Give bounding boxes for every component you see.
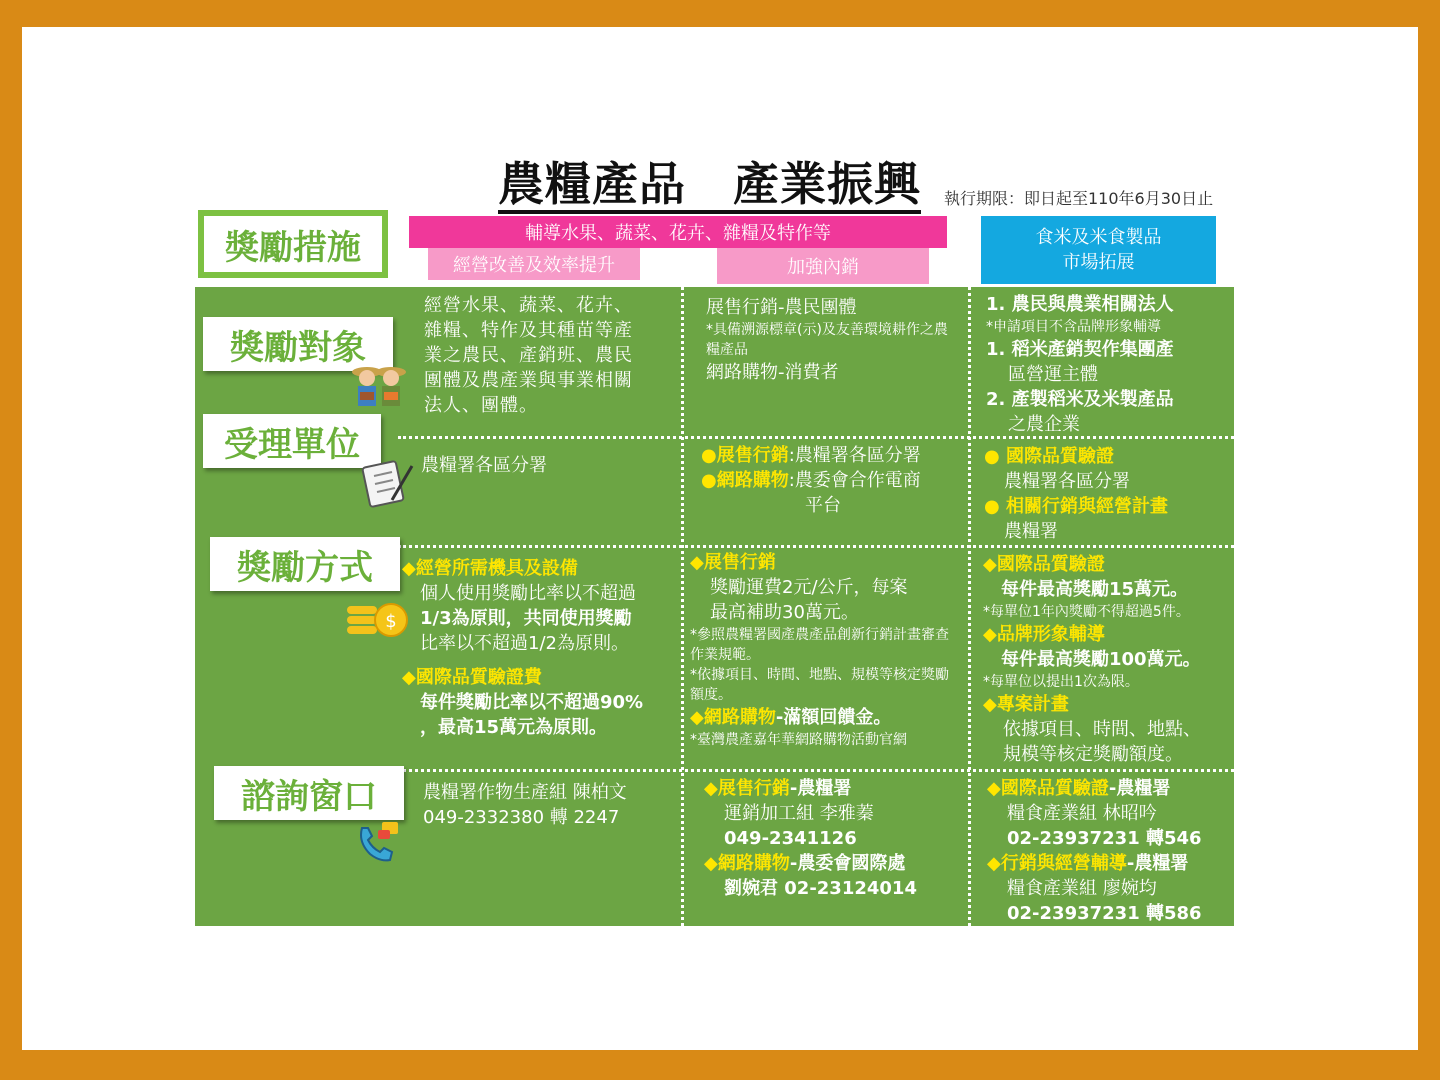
coins-icon xyxy=(347,600,409,644)
text-line: 糧食產業組 林昭吟 xyxy=(1007,803,1157,824)
text-line: 運銷加工組 李雅蓁 xyxy=(724,803,874,824)
text-line xyxy=(704,776,962,801)
text-line xyxy=(987,851,1231,876)
row-label-contact: 諮詢窗口 xyxy=(214,766,404,820)
text-line: 糧食產業組 廖婉均 xyxy=(1007,878,1157,899)
svg-text:$: $ xyxy=(385,611,397,632)
unit-key: ● 國際品質驗證 xyxy=(984,446,1114,467)
text-line: 網路購物-消費者 xyxy=(706,362,839,383)
note: *申請項目不含品牌形象輔導 xyxy=(986,319,1161,335)
method-key: ◆經營所需機具及設備 xyxy=(402,558,578,579)
header-pink-main: 輔導水果、蔬菜、花卉、雜糧及特作等 xyxy=(409,216,947,248)
text-line: 02-23937231 轉586 xyxy=(1007,903,1202,924)
contact-value: -農委會國際處 xyxy=(789,853,906,874)
contact-col1 xyxy=(423,780,675,830)
row-label-method: 獎勵方式 xyxy=(210,537,400,591)
note: *每單位1年內獎勵不得超過5件。 xyxy=(983,604,1190,620)
text-line: 之農企業 xyxy=(1008,414,1080,435)
note: *參照農糧署國產農產品創新行銷計畫審查作業規範。 xyxy=(690,627,949,663)
target-col2 xyxy=(706,295,958,385)
note: *臺灣農產嘉年華網路購物活動官網 xyxy=(690,732,907,748)
text-line: 規模等核定獎勵額度。 xyxy=(1003,744,1183,765)
method-col1 xyxy=(402,556,678,740)
unit-value: 農糧署各區分署 xyxy=(1004,471,1130,492)
method-value: -滿額回饋金。 xyxy=(775,707,892,728)
method-key: ◆展售行銷 xyxy=(690,552,776,573)
clipboard-icon xyxy=(362,456,414,512)
contact-key: ◆網路購物 xyxy=(704,853,790,874)
text-line xyxy=(690,705,962,730)
page-title: 農糧產品 產業振興 xyxy=(498,158,921,214)
method-key: ◆網路購物 xyxy=(690,707,776,728)
header-pink-sub2: 加強內銷 xyxy=(717,248,929,284)
unit-key: ●網路購物 xyxy=(701,470,789,491)
unit-value: :農委會合作電商 xyxy=(788,470,921,491)
unit-value: 農糧署 xyxy=(1004,521,1058,542)
header-blue-line1: 食米及米食製品 xyxy=(1035,227,1162,248)
method-key: ◆專案計畫 xyxy=(983,694,1069,715)
unit-key: ● 相關行銷與經營計畫 xyxy=(984,496,1168,517)
text-line: 展售行銷-農民團體 xyxy=(706,297,857,318)
text-line xyxy=(701,468,963,493)
row-divider xyxy=(398,545,1234,548)
text-line: 02-23937231 轉546 xyxy=(1007,828,1202,849)
text-line: 每件獎勵比率以不超過90% xyxy=(420,692,644,713)
period-note: 執行期限：即日起至110年6月30日止 xyxy=(944,189,1214,208)
text-line: 獎勵運費2元/公斤，每案 xyxy=(710,577,908,598)
text-line: 平台 xyxy=(805,495,841,516)
text-line: 經營水果、蔬菜、花卉、 xyxy=(424,295,633,316)
note: *具備溯源標章(示)及友善環境耕作之農糧產品 xyxy=(706,322,948,358)
contact-key: ◆行銷與經營輔導 xyxy=(987,853,1127,874)
method-col3 xyxy=(983,552,1231,767)
header-blue-line2: 市場拓展 xyxy=(1062,252,1135,273)
target-col1 xyxy=(424,293,674,418)
unit-value: :農糧署各區分署 xyxy=(788,445,921,466)
contact-col2 xyxy=(704,776,962,901)
text-line: 比率以不超過1/2為原則。 xyxy=(420,633,629,654)
text-line: 最高補助30萬元。 xyxy=(710,602,859,623)
phone-icon xyxy=(356,820,402,868)
text-line: 業之農民、產銷班、農民 xyxy=(424,345,633,366)
target-col3 xyxy=(986,292,1226,437)
text-line: ，最高15萬元為原則。 xyxy=(420,717,608,738)
contact-value: -農糧署 xyxy=(1108,778,1171,799)
text-line: 依據項目、時間、地點、 xyxy=(1003,719,1201,740)
contact-key: ◆國際品質驗證 xyxy=(987,778,1109,799)
reward-measures-label: 獎勵措施 xyxy=(198,210,388,278)
text-line: 049-2341126 xyxy=(724,828,857,849)
method-key: ◆國際品質驗證 xyxy=(983,554,1105,575)
contact-col3 xyxy=(987,776,1231,926)
method-col2 xyxy=(690,550,962,750)
text-line: 法人、團體。 xyxy=(424,395,538,416)
unit-key: ●展售行銷 xyxy=(701,445,789,466)
note: *依據項目、時間、地點、規模等核定獎勵額度。 xyxy=(690,667,949,703)
text-line xyxy=(704,851,962,876)
text-line xyxy=(701,443,963,468)
text-line: 1. 稻米產銷契作集團產 xyxy=(986,339,1174,360)
text-line: 劉婉君 02-23124014 xyxy=(724,878,917,899)
column-divider xyxy=(968,287,971,926)
text-line: 每件最高獎勵15萬元。 xyxy=(1001,579,1189,600)
unit-col2 xyxy=(701,443,963,518)
method-key: ◆品牌形象輔導 xyxy=(983,624,1105,645)
text-line: 農糧署作物生產組 陳柏文 xyxy=(423,782,627,803)
text-line: 團體及農產業與事業相關 xyxy=(424,370,633,391)
header-pink-sub1: 經營改善及效率提升 xyxy=(428,248,640,280)
text-line: 1/3為原則，共同使用獎勵 xyxy=(420,608,632,629)
row-divider xyxy=(398,769,1234,772)
text-line: 雜糧、特作及其種苗等產 xyxy=(424,320,633,341)
row-label-unit: 受理單位 xyxy=(203,414,381,468)
text-line: 區營運主體 xyxy=(1008,364,1098,385)
text-line: 049-2332380 轉 2247 xyxy=(423,807,620,828)
unit-col3 xyxy=(984,444,1224,544)
column-divider xyxy=(681,287,684,926)
contact-key: ◆展售行銷 xyxy=(704,778,790,799)
contact-value: -農糧署 xyxy=(789,778,852,799)
note: *每單位以提出1次為限。 xyxy=(983,674,1139,690)
farmers-icon xyxy=(350,362,408,414)
text-line: 每件最高獎勵100萬元。 xyxy=(1001,649,1201,670)
header-blue xyxy=(981,216,1216,284)
contact-value: -農糧署 xyxy=(1126,853,1189,874)
method-key: ◆國際品質驗證費 xyxy=(402,667,542,688)
text-line: 1. 農民與農業相關法人 xyxy=(986,294,1174,315)
text-line: 2. 產製稻米及米製產品 xyxy=(986,389,1174,410)
unit-col1: 農糧署各區分署 xyxy=(421,455,547,476)
text-line xyxy=(987,776,1231,801)
row-label-target: 獎勵對象 xyxy=(203,317,393,371)
text-line: 個人使用獎勵比率以不超過 xyxy=(420,583,636,604)
